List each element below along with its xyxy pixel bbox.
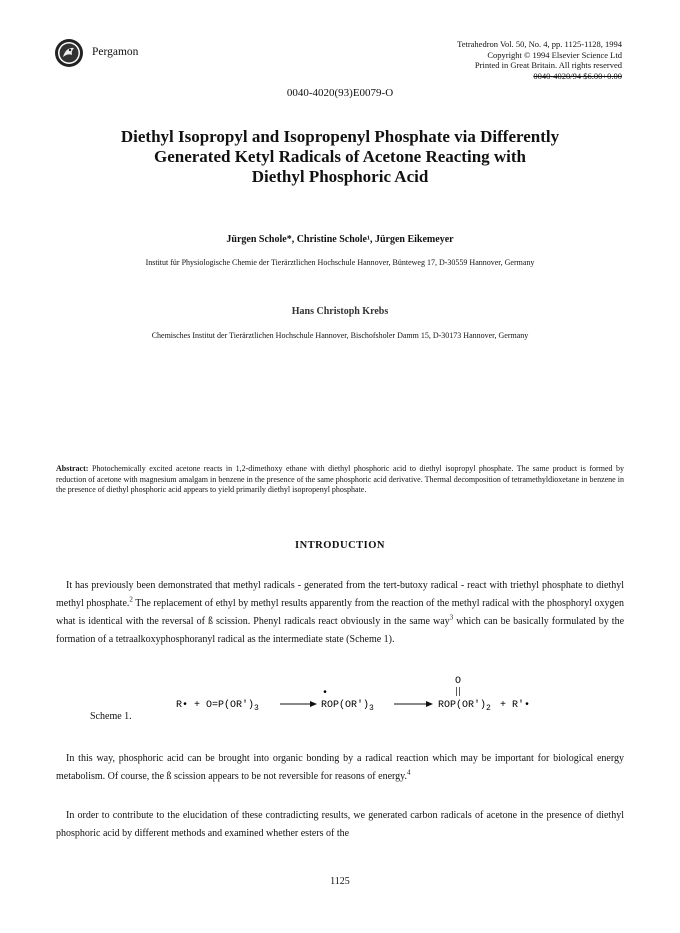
paragraph-text: In this way, phosphoric acid can be brought into organic bonding by a radical reaction which may be important for biological energy metabolism. Of course, the ß scission appears to be not reversible for reasons of energy.: [56, 753, 624, 782]
pergamon-logo-icon: [54, 38, 84, 68]
paper-title: [60, 127, 620, 187]
scheme-reactant: R• + $O=P(OR')_3$: [176, 700, 259, 713]
authors-secondary: Hans Christoph Krebs: [291, 306, 389, 317]
scheme-label: Scheme 1.: [90, 711, 132, 722]
paragraph-text: It has previously been demonstrated that methyl radicals - generated from the tert-butoxy radical - react with triethyl phosphate to diethyl methyl phosphate.: [56, 580, 624, 609]
scheme-intermediate: $ROP(OR')_3$: [321, 700, 374, 713]
journal-citation: Tetrahedron Vol. 50, No. 4, pp. 1125-1128, 1994: [457, 39, 622, 49]
reaction-scheme: [170, 675, 540, 715]
page-number: 1125: [330, 876, 350, 887]
abstract-text: Photochemically excited acetone reacts in 1,2-dimethoxy ethane with diethyl phosphoric acid to diethyl isopropyl phosphate. The same product is formed by reduction of acetone with magnesium amalgam in benzene in the presence of the same phosphoric acid derivative. Thermal decomposition of tetramethyldioxetane in benzene in the presence of diethyl phosphoric acid appears to yield primarily diethyl isopropenyl phosphate.: [56, 464, 625, 494]
paragraph-text: In order to contribute to the elucidation of these contradicting results, we generated carbon radicals of acetone in the presence of diethyl phosphoric acid by different methods and examined whether esters of the: [56, 810, 624, 839]
paragraph: [56, 577, 624, 649]
price-code: 0040-4020/94 $6.00+0.00: [533, 70, 622, 81]
paragraph: [56, 750, 624, 786]
abstract: [56, 464, 624, 496]
paragraph-text: The replacement of ethyl by methyl results apparently from the reaction of the methyl radical with the phosphoryl oxygen what is identical with the reversal of ß scission. Phenyl radicals react obviously in the same way: [56, 598, 624, 627]
title-line: Diethyl Isopropyl and Isopropenyl Phosphate via Differently: [120, 127, 560, 146]
title-line: Diethyl Phosphoric Acid: [251, 167, 429, 186]
scheme-product: $ROP(OR')_2$: [438, 700, 491, 713]
scheme-byproduct: + R'•: [500, 700, 531, 711]
abstract-label: Abstract:: [56, 464, 89, 473]
affiliation-secondary: Chemisches Institut der Tierärztlichen Hochschule Hannover, Bischofsholer Damm 15, D-30173 Hannover, Germany: [151, 331, 529, 340]
phosphoryl-oxygen: O: [455, 676, 462, 687]
citation-ref: 3: [449, 613, 454, 622]
journal-info: [362, 39, 622, 81]
printed-line: Printed in Great Britain. All rights reserved: [474, 60, 622, 70]
copyright-line: Copyright © 1994 Elsevier Science Ltd: [487, 49, 622, 60]
paragraph-text: which can be basically formulated by the formation of a tetraalkoxyphosphoranyl radical as the intermediate state (Scheme 1).: [56, 616, 625, 645]
affiliation-primary: Institut für Physiologische Chemie der Tierärztlichen Hochschule Hannover, Bünteweg 17, D-30559 Hannover, Germany: [145, 258, 535, 267]
citation-ref: 4: [407, 768, 411, 777]
authors-primary: Jürgen Schole*, Christine Schole¹, Jürgen Eikemeyer: [226, 234, 454, 245]
radical-dot: •: [322, 688, 329, 699]
citation-ref: 2: [129, 595, 133, 604]
section-heading-introduction: INTRODUCTION: [294, 540, 385, 551]
paragraph: [56, 807, 624, 843]
publisher-name: Pergamon: [92, 46, 139, 58]
article-identifier: 0040-4020(93)E0079-O: [286, 87, 394, 99]
title-line: Generated Ketyl Radicals of Acetone Reacting with: [153, 147, 527, 166]
